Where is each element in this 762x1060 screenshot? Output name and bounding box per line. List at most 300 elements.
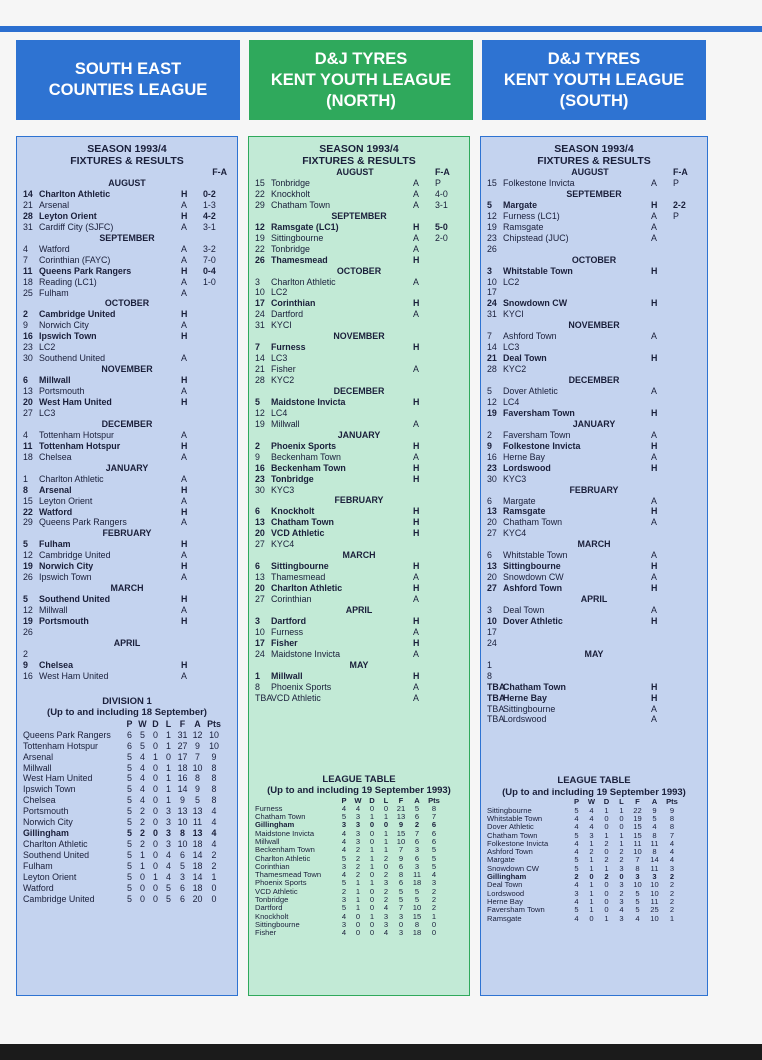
fixture-venue: H xyxy=(651,462,658,473)
fixture-opponent: Fisher xyxy=(271,364,296,375)
fixture-venue: A xyxy=(413,364,419,375)
fixture-score: 0-2 xyxy=(203,189,216,199)
fixture-opponent: Margate xyxy=(503,199,538,210)
table-cell: 13 xyxy=(396,812,406,822)
fixture-date: 20 xyxy=(487,572,497,583)
fixture-venue: H xyxy=(413,583,420,594)
fixture-date: 6 xyxy=(487,495,492,506)
fixture-score xyxy=(673,287,701,298)
header-line: KENT YOUTH LEAGUE xyxy=(270,70,452,89)
table-cell: 4 xyxy=(589,822,594,832)
table-cell: 5 xyxy=(127,773,132,784)
table-cell: 11 xyxy=(192,817,203,828)
table-header-cell: D xyxy=(152,718,159,729)
month-heading: APRIL xyxy=(113,637,141,648)
fixture-score xyxy=(203,441,231,452)
table-cell: 9 xyxy=(669,805,675,815)
fixture-score xyxy=(673,277,701,288)
table-row xyxy=(23,784,231,795)
fixture-score xyxy=(435,255,463,266)
fixture-date: 27 xyxy=(487,583,497,594)
fixture-score xyxy=(673,233,701,244)
table-cell: 0 xyxy=(604,905,609,915)
fixture-row xyxy=(23,222,231,233)
team-name: Knockholt xyxy=(255,912,289,921)
fixture-score: 3-2 xyxy=(203,243,216,254)
fixture-score xyxy=(673,463,701,474)
month-heading: DECEMBER xyxy=(101,418,153,429)
fixture-row xyxy=(255,539,463,550)
table-cell: 4 xyxy=(211,839,217,850)
fixture-row xyxy=(487,364,701,375)
fixture-opponent xyxy=(503,244,651,255)
table-cell: 1 xyxy=(383,845,389,855)
table-cell: 1 xyxy=(166,762,171,773)
fixture-opponent: Arsenal xyxy=(39,484,72,495)
fixture-date: 20 xyxy=(487,517,497,528)
table-cell: 8 xyxy=(635,863,640,873)
fixture-venue xyxy=(651,638,673,649)
fixture-date: 5 xyxy=(23,594,28,605)
fixture-date: TBA xyxy=(487,692,506,703)
fixture-score xyxy=(203,594,231,605)
team-name: Fulham xyxy=(23,861,53,872)
fixture-row xyxy=(255,693,463,704)
fixture-date: 10 xyxy=(255,626,265,637)
table-cell: 2 xyxy=(619,888,624,898)
table-cell: 7 xyxy=(635,855,640,865)
team-name: Phoenix Sports xyxy=(255,879,307,888)
table-cell: 0 xyxy=(153,850,158,861)
table-cell: 25 xyxy=(650,905,659,915)
fixture-row xyxy=(487,287,701,298)
fixture-venue: A xyxy=(413,309,419,320)
table-cell: 4 xyxy=(589,805,594,815)
fixture-date: 18 xyxy=(23,451,33,462)
fixture-opponent: Beckenham Town xyxy=(271,462,346,473)
fixture-row xyxy=(255,506,463,517)
fixture-opponent: Folkestone Invicta xyxy=(503,440,581,451)
fixture-venue: A xyxy=(413,418,419,429)
table-cell: 31 xyxy=(177,729,188,740)
team-name: Charlton Athletic xyxy=(23,839,88,850)
table-cell: 4 xyxy=(669,847,675,857)
fixture-date: 26 xyxy=(23,572,33,583)
fixture-opponent: Arsenal xyxy=(39,199,70,210)
fixture-score xyxy=(203,485,231,496)
table-cell: 0 xyxy=(398,919,404,929)
table-cell: 15 xyxy=(633,830,642,840)
table-cell: 4 xyxy=(140,795,145,806)
header-line: D&J TYRES xyxy=(547,49,641,68)
fixture-venue: A xyxy=(181,451,187,462)
fixture-score xyxy=(673,572,701,583)
fixture-venue: A xyxy=(651,703,657,714)
fixture-row xyxy=(255,408,463,419)
fixture-date: 11 xyxy=(23,440,33,451)
fixture-row xyxy=(487,517,701,528)
fixture-score xyxy=(435,583,463,594)
fixture-opponent: Charlton Athletic xyxy=(39,473,104,484)
fixture-venue xyxy=(181,342,203,353)
team-name: Tottenham Hotspur xyxy=(23,740,98,751)
table-title: LEAGUE TABLE xyxy=(557,775,631,787)
fixture-date: 13 xyxy=(255,517,265,528)
table-row xyxy=(487,906,701,914)
fixture-opponent: Millwall xyxy=(271,670,303,681)
table-title: DIVISION 1 xyxy=(102,695,152,707)
table-cell: 3 xyxy=(355,836,361,846)
fixture-row xyxy=(255,364,463,375)
fixture-opponent: Norwich City xyxy=(39,561,94,572)
fixture-score xyxy=(435,441,463,452)
fixture-score xyxy=(435,309,463,320)
month-heading: NOVEMBER xyxy=(568,320,620,331)
fixture-opponent xyxy=(503,671,651,682)
fixture-venue: H xyxy=(413,221,420,232)
fixture-opponent: Dover Athletic xyxy=(503,386,558,396)
table-cell: 0 xyxy=(153,882,158,893)
fixture-date: 14 xyxy=(487,342,497,353)
fixture-venue xyxy=(651,671,673,682)
table-cell: 0 xyxy=(604,847,609,857)
fixture-venue: H xyxy=(181,484,188,495)
fixture-opponent: LC4 xyxy=(503,396,520,407)
fixture-opponent: Chatham Town xyxy=(503,517,563,528)
fixture-date: 29 xyxy=(23,517,33,528)
table-cell: 1 xyxy=(589,863,594,873)
fixture-date: 23 xyxy=(487,462,497,473)
table-row xyxy=(23,730,231,741)
fixture-score xyxy=(673,506,701,517)
header-line: KENT YOUTH LEAGUE xyxy=(503,70,685,89)
fixture-score xyxy=(203,408,231,419)
table-cell: 8 xyxy=(211,762,217,773)
fixture-date: 12 xyxy=(255,407,265,418)
table-cell: 6 xyxy=(398,878,404,888)
table-cell: 27 xyxy=(177,740,188,751)
fixture-row xyxy=(23,507,231,518)
table-cell: 1 xyxy=(355,895,361,905)
fixture-opponent: Phoenix Sports xyxy=(271,440,337,451)
fixture-date: 23 xyxy=(487,232,497,243)
fixture-venue: A xyxy=(181,605,187,616)
table-header-cell: F xyxy=(398,795,404,805)
fixture-row xyxy=(487,572,701,583)
fixture-venue: H xyxy=(651,407,658,418)
team-name: Ipswich Town xyxy=(23,784,76,795)
fixture-score: 3-1 xyxy=(203,221,216,232)
table-header-cell: F xyxy=(635,797,640,807)
fixture-row xyxy=(255,682,463,693)
fixture-score xyxy=(435,572,463,583)
fixture-row xyxy=(487,309,701,320)
table-cell: 3 xyxy=(341,895,347,905)
fixture-score: 4-2 xyxy=(203,210,216,221)
fixture-venue xyxy=(413,408,435,419)
fixture-venue: H xyxy=(413,561,420,572)
fixture-venue: H xyxy=(413,440,420,451)
fixture-row xyxy=(487,671,701,682)
table-cell: 15 xyxy=(396,828,406,838)
fixture-date: 12 xyxy=(487,210,497,221)
table-cell: 2 xyxy=(383,853,389,863)
fixture-opponent: Tottenham Hotspur xyxy=(39,440,121,451)
table-cell: 2 xyxy=(604,855,609,865)
fixture-date: 21 xyxy=(487,353,497,364)
table-cell: 3 xyxy=(355,820,361,830)
table-cell: 4 xyxy=(574,813,579,823)
fixture-venue: A xyxy=(181,353,187,364)
fixture-opponent: Chatham Town xyxy=(503,681,566,692)
table-cell: 0 xyxy=(604,822,609,832)
fixture-date: 3 xyxy=(487,605,492,615)
table-cell: 5 xyxy=(127,762,132,773)
fixture-venue: A xyxy=(413,451,419,462)
team-name: Watford xyxy=(23,882,54,893)
table-cell: 1 xyxy=(604,863,609,873)
team-name: Tonbridge xyxy=(255,896,289,905)
table-cell: 0 xyxy=(355,919,361,929)
fixture-row xyxy=(23,594,231,605)
fixture-date: 19 xyxy=(255,418,265,429)
table-row xyxy=(23,828,231,839)
fixture-score xyxy=(673,496,701,507)
fixture-score xyxy=(673,517,701,528)
table-cell: 4 xyxy=(652,822,657,832)
fixture-venue: H xyxy=(181,189,188,199)
fixture-venue: A xyxy=(413,572,419,583)
fixture-opponent: Margate xyxy=(503,495,536,506)
team-name: Folkestone Invicta xyxy=(487,839,549,848)
month-heading: AUGUST xyxy=(571,167,609,177)
fixture-date: TBA xyxy=(487,714,505,725)
team-name: Chatham Town xyxy=(255,813,306,822)
fixture-date: 2 xyxy=(23,309,28,320)
fixture-row xyxy=(23,255,231,266)
month-heading: APRIL xyxy=(345,604,373,615)
fixture-opponent xyxy=(503,660,651,671)
table-cell: 1 xyxy=(589,880,594,890)
team-name: Gillingham xyxy=(23,828,69,839)
fixture-date: 15 xyxy=(255,177,265,188)
fixture-venue: H xyxy=(181,309,188,320)
fixture-row xyxy=(255,178,463,189)
table-header xyxy=(487,798,701,806)
table-cell: 13 xyxy=(177,806,188,817)
table-cell: 5 xyxy=(180,861,185,872)
header-line: SOUTH EAST xyxy=(74,60,182,78)
table-cell: 3 xyxy=(619,880,624,890)
fixture-opponent xyxy=(39,627,181,638)
table-cell: 5 xyxy=(414,803,420,813)
fixture-date: 2 xyxy=(255,440,260,451)
fixture-row xyxy=(487,627,701,638)
table-cell: 1 xyxy=(153,872,158,883)
fixture-opponent: Ipswich Town xyxy=(39,572,92,583)
fixture-row xyxy=(23,561,231,572)
table-title: LEAGUE TABLE xyxy=(322,773,396,785)
fixture-opponent: KYC4 xyxy=(271,539,295,550)
fixture-venue xyxy=(651,309,673,320)
fixture-date: 5 xyxy=(23,539,28,550)
fixture-opponent: Chelsea xyxy=(39,451,72,462)
fixture-row xyxy=(23,660,231,671)
fixture-row xyxy=(255,474,463,485)
fixture-score xyxy=(673,605,701,616)
table-cell: 5 xyxy=(140,729,145,740)
table-header-blank xyxy=(487,798,569,806)
team-name: Ramsgate xyxy=(487,914,522,923)
fixture-venue xyxy=(651,528,673,539)
table-cell: 3 xyxy=(398,911,404,921)
fixture-venue: A xyxy=(651,429,657,440)
table-cell: 5 xyxy=(574,830,579,840)
fixture-date: 31 xyxy=(255,320,265,331)
fixture-opponent: Lordswood xyxy=(503,714,547,725)
fixture-row xyxy=(487,682,701,693)
fixture-opponent xyxy=(503,287,651,298)
fixture-row xyxy=(487,331,701,342)
table-row xyxy=(23,806,231,817)
fixture-opponent: Dartford xyxy=(271,309,304,320)
table-row xyxy=(487,823,701,831)
table-title: (Up to and including 19 September 1993) xyxy=(502,786,686,798)
table-cell: 2 xyxy=(431,895,437,905)
fixture-row xyxy=(487,244,701,255)
table-row xyxy=(23,850,231,861)
fixture-score: 5-0 xyxy=(435,221,448,232)
table-cell: 5 xyxy=(127,795,132,806)
fixture-date: TBA xyxy=(487,703,505,714)
table-cell: 5 xyxy=(127,893,132,904)
table-cell: 7 xyxy=(669,830,675,840)
table-cell: 4 xyxy=(166,850,171,861)
fixture-venue: H xyxy=(413,637,420,648)
table-cell: 6 xyxy=(398,861,404,871)
fixture-score xyxy=(203,517,231,528)
table-cell: 3 xyxy=(669,863,675,873)
month-heading: OCTOBER xyxy=(571,254,617,265)
table-cell: 0 xyxy=(369,886,375,896)
fixture-opponent: LC3 xyxy=(503,342,520,353)
fixture-row xyxy=(23,342,231,353)
fixture-row xyxy=(255,485,463,496)
fixture-opponent: Snowdown CW xyxy=(503,572,564,583)
table-cell: 9 xyxy=(195,740,200,751)
table-cell: 0 xyxy=(589,913,594,923)
fixture-row xyxy=(255,233,463,244)
fixture-venue: A xyxy=(181,550,187,561)
table-cell: 4 xyxy=(166,872,171,883)
table-cell: 1 xyxy=(369,845,375,855)
fixture-score: 4-0 xyxy=(435,188,448,199)
fixture-opponent: Tonbridge xyxy=(271,177,310,188)
table-cell: 5 xyxy=(635,888,640,898)
table-cell: 8 xyxy=(414,919,420,929)
fixture-venue: H xyxy=(413,506,420,517)
fixture-date: 24 xyxy=(255,648,265,659)
table-cell: 1 xyxy=(589,896,594,906)
table-cell: 2 xyxy=(669,880,675,890)
panel-kent-north xyxy=(248,136,470,996)
fixture-venue: A xyxy=(413,692,419,703)
table-cell: 5 xyxy=(574,855,579,865)
table-cell: 1 xyxy=(589,905,594,915)
fixture-row xyxy=(487,266,701,277)
table-cell: 18 xyxy=(177,762,188,773)
table-cell: 11 xyxy=(650,863,659,873)
table-title: (Up to and including 18 September) xyxy=(47,707,207,719)
fixture-date: 7 xyxy=(23,254,28,265)
table-cell: 15 xyxy=(412,911,422,921)
table-cell: 4 xyxy=(574,847,579,857)
table-row xyxy=(487,898,701,906)
fixture-score xyxy=(673,627,701,638)
fixture-date: 23 xyxy=(23,342,33,353)
table-cell: 1 xyxy=(355,886,361,896)
fixture-row xyxy=(255,583,463,594)
table-row xyxy=(23,894,231,905)
month-heading: MARCH xyxy=(577,539,611,550)
table-cell: 4 xyxy=(341,836,347,846)
fixture-score xyxy=(435,320,463,331)
fixture-date: 9 xyxy=(23,659,28,670)
team-name: Ashford Town xyxy=(487,848,533,857)
table-cell: 0 xyxy=(140,872,145,883)
table-cell: 16 xyxy=(177,773,188,784)
fixture-venue: H xyxy=(651,440,658,451)
fixture-score xyxy=(435,452,463,463)
fixture-date: 8 xyxy=(255,681,260,692)
fixture-venue: H xyxy=(181,616,188,626)
fixture-opponent: Queens Park Rangers xyxy=(39,517,127,528)
table-cell: 9 xyxy=(652,805,657,815)
fixture-row xyxy=(255,222,463,233)
fixture-score xyxy=(435,485,463,496)
fixture-venue xyxy=(413,287,435,298)
fixture-row xyxy=(23,277,231,288)
fixture-opponent: KYC2 xyxy=(271,375,295,385)
table-cell: 1 xyxy=(369,861,375,871)
fixture-date: 26 xyxy=(255,254,265,265)
month-heading: AUGUST xyxy=(336,167,374,177)
fixture-date: 30 xyxy=(487,473,497,484)
table-cell: 2 xyxy=(140,839,145,850)
fixture-date: 26 xyxy=(23,626,33,637)
fixture-date: 3 xyxy=(255,276,260,287)
table-header-cell: D xyxy=(369,795,375,805)
fixture-opponent: Charlton Athletic xyxy=(39,189,111,199)
table-row xyxy=(487,873,701,881)
fixture-row xyxy=(23,496,231,507)
fixture-opponent: KYC3 xyxy=(503,473,527,484)
table-cell: 8 xyxy=(211,784,217,795)
team-name: Thamesmead Town xyxy=(255,871,322,880)
fixture-opponent: Fisher xyxy=(271,637,298,648)
fixture-venue: A xyxy=(413,626,419,637)
fixture-score xyxy=(435,506,463,517)
team-name: VCD Athletic xyxy=(255,887,298,896)
fixture-score xyxy=(673,474,701,485)
fixture-row xyxy=(23,452,231,463)
table-cell: 0 xyxy=(140,882,145,893)
table-cell: 2 xyxy=(574,872,579,882)
fixture-score xyxy=(435,408,463,419)
table-cell: 8 xyxy=(669,813,675,823)
table-cell: 0 xyxy=(604,896,609,906)
table-cell: 0 xyxy=(619,813,624,823)
